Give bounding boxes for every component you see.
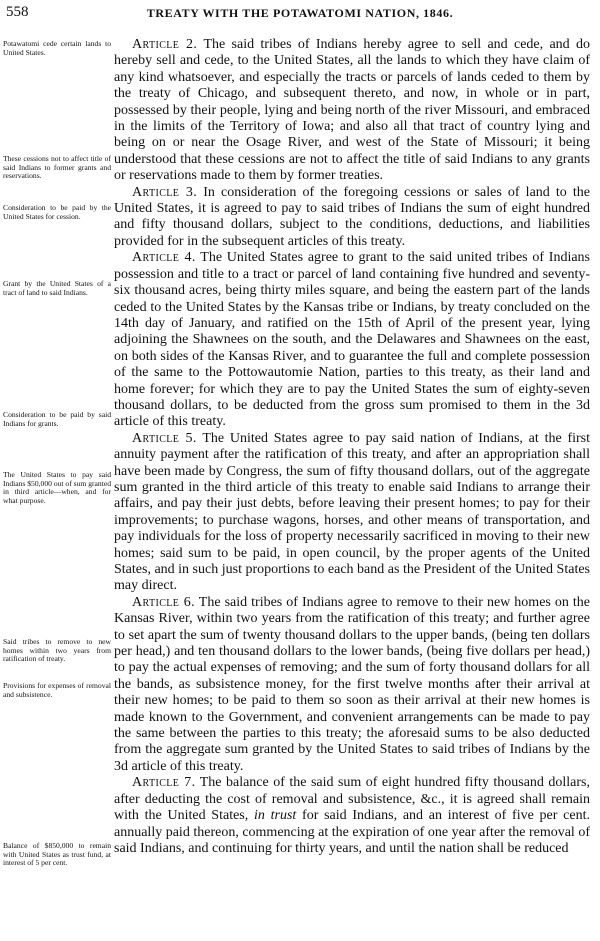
article-text: The said tribes of Indians hereby agree to sell and cede, and do hereby sell and cede, to the United States, all the lands to which they have claim of any kind whatsoever, and especially the tracts or parcels of lands ceded to them by the treaty of Chicago, and subsequent thereto, and now, in whole or in part, possessed by their people, lying and being north of the river Missouri, and embraced in the limits of the Territory of Iowa; and also all that tract of country lying and being on or near the Osage River, and west of the State of Missouri; it being understood that these cessions are not to affect the title of said Indians to any grants or reservations made to them by former treaties.: [114, 37, 591, 184]
margin-note: Provisions for expenses of removal and subsistence.: [3, 681, 111, 699]
margin-note: Consideration to be paid by the United States for cession.: [3, 203, 111, 221]
margin-note: The United States to pay said Indians $50,000 out of sum granted in third article—when, and for what purpose.: [3, 470, 111, 505]
article-heading: Article 6.: [132, 594, 196, 610]
page-number: 558: [6, 4, 29, 20]
article-4: [114, 250, 590, 430]
running-head: TREATY WITH THE POTAWATOMI NATION, 1846.: [146, 6, 454, 20]
article-heading: Article 2.: [132, 37, 198, 52]
margin-note: These cessions not to affect title of said Indians to former grants and reservations.: [3, 154, 111, 181]
article-text: The balance of the said sum of eight hundred fifty thousand dollars, after deducting the cost of removal and subsistence, &c., it is agreed shall remain with the United States,: [114, 775, 590, 824]
article-text-continued: for said Indians, and an interest of five per cent. annually paid thereon, commencing at the expiration of one year after the removal of said Indians, and continuing for thirty years, and until the nation shall be reduced: [114, 808, 590, 856]
article-heading: Article 4.: [132, 250, 196, 266]
treaty-text: [114, 37, 590, 857]
margin-note: Balance of $850,000 to remain with United States as trust fund, at interest of 5 per cent.: [3, 841, 111, 868]
article-text: In consideration of the foregoing cessions or sales of land to the United States, it is agreed to pay to said tribes of Indians the sum of eight hundred and fifty thousand dollars, subject to the conditions, deductions, and liabilities provided for in the subsequent articles of this treaty.: [114, 184, 590, 249]
margin-note: Grant by the United States of a tract of land to said Indians.: [3, 279, 111, 297]
article-heading: Article 7.: [132, 775, 196, 791]
article-heading: Article 3.: [132, 184, 198, 200]
article-text: The United States agree to grant to the said united tribes of Indians possession and title to a tract or parcel of land containing five hundred and seventy-six thousand acres, being thirty miles square, and being the eastern part of the lands ceded to the United States by the Kansas tribe or Indians, by treaty concluded on the 14th day of January, and ratified on the 15th of April of the present year, lying adjoining the Shawnees on the south, and the Delawares and Shawnees on the east, on both sides of the Kansas River, and to guarantee the full and complete possession of the same to the Pottowautomie Nation, parties to this treaty, as their land and home forever; for which they are to pay the United States the sum of eighty-seven thousand dollars, to be deducted from the gross sum promised to them in the 3d article of this treaty.: [114, 250, 590, 430]
margin-note: Consideration to be paid by said Indians for grants.: [3, 410, 111, 428]
article-5: [114, 431, 590, 595]
margin-note: Potawatomi cede certain lands to United States.: [3, 39, 111, 57]
article-6: [114, 595, 590, 775]
article-italic-text: in trust: [253, 808, 297, 824]
article-7: [114, 775, 590, 857]
article-2: [114, 37, 590, 185]
article-text: The United States agree to pay said nation of Indians, at the first annuity payment after the ratification of this treaty, and after an appropriation shall have been made by Congress, the sum of fifty thousand dollars, out of the aggregate sum granted in the third article of this treaty to enable said Indians to arrange their affairs, and pay their just debts, before leaving their present homes; to pay for their improvements; to purchase wagons, horses, and other means of transportation, and pay individuals for the loss of property necessarily sacrificed in moving to their new homes; said sum to be paid, in open council, by the proper agents of the United States, and in such just proportions to each band as the President of the United States may direct.: [114, 430, 590, 594]
margin-note: Said tribes to remove to new homes within two years from ratification of treaty.: [3, 637, 111, 664]
article-text: The said tribes of Indians agree to remove to their new homes on the Kansas River, within two years from the ratification of this treaty; and further agree to set apart the sum of twenty thousand dollars to the upper bands, (being ten dollars per head,) and ten thousand dollars to the lower bands, (being five dollars per head,) to pay the actual expenses of removing; and the sum of forty thousand dollars for all the bands, as subsistence money, for the first twelve months after their arrival at their new homes; to be paid to them so soon as their arrival at their new homes is made known to the Government, and convenient arrangements can be made to pay the same between the parties to this treaty; the aforesaid sums to be also deducted from the aggregate sum granted by the United States to said tribes of Indians by the 3d article of this treaty.: [114, 594, 590, 774]
page-header: [6, 4, 594, 26]
article-3: [114, 185, 590, 251]
article-heading: Article 5.: [132, 430, 197, 446]
